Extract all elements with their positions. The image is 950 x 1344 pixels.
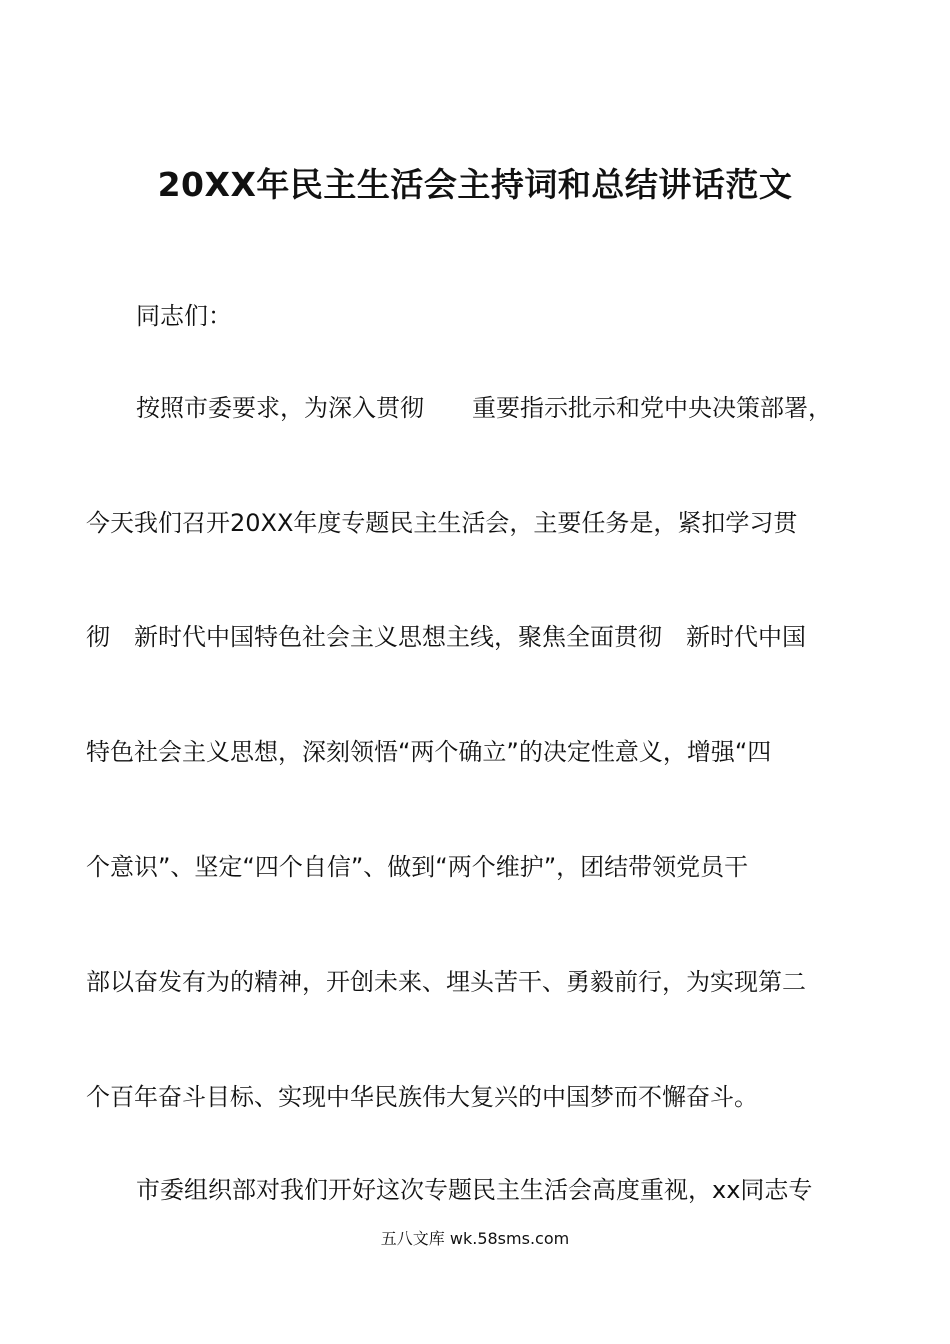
paragraph-line: 彻 新时代中国特色社会主义思想主线，聚焦全面贯彻 新时代中国 (86, 623, 806, 651)
paragraph-line: 个百年奋斗目标、实现中华民族伟大复兴的中国梦而不懈奋斗。 (86, 1083, 758, 1111)
paragraph-line: 特色社会主义思想，深刻领悟“两个确立”的决定性意义，增强“四 (86, 738, 772, 766)
paragraph-line: 今天我们召开20XX年度专题民主生活会，主要任务是，紧扣学习贯 (86, 509, 798, 537)
document-title: 20XX年民主生活会主持词和总结讲话范文 (157, 165, 793, 204)
paragraph-line: 按照市委要求，为深入贯彻 重要指示批示和党中央决策部署， (136, 394, 832, 422)
paragraph-line: 市委组织部对我们开好这次专题民主生活会高度重视，xx同志专 (136, 1176, 813, 1204)
salutation: 同志们： (136, 302, 232, 330)
paragraph-line: 部以奋发有为的精神，开创未来、埋头苦干、勇毅前行，为实现第二 (86, 968, 806, 996)
paragraph-line: 个意识”、坚定“四个自信”、做到“两个维护”，团结带领党员干 (86, 853, 749, 881)
footer-watermark: 五八文库 wk.58sms.com (380, 1229, 570, 1248)
